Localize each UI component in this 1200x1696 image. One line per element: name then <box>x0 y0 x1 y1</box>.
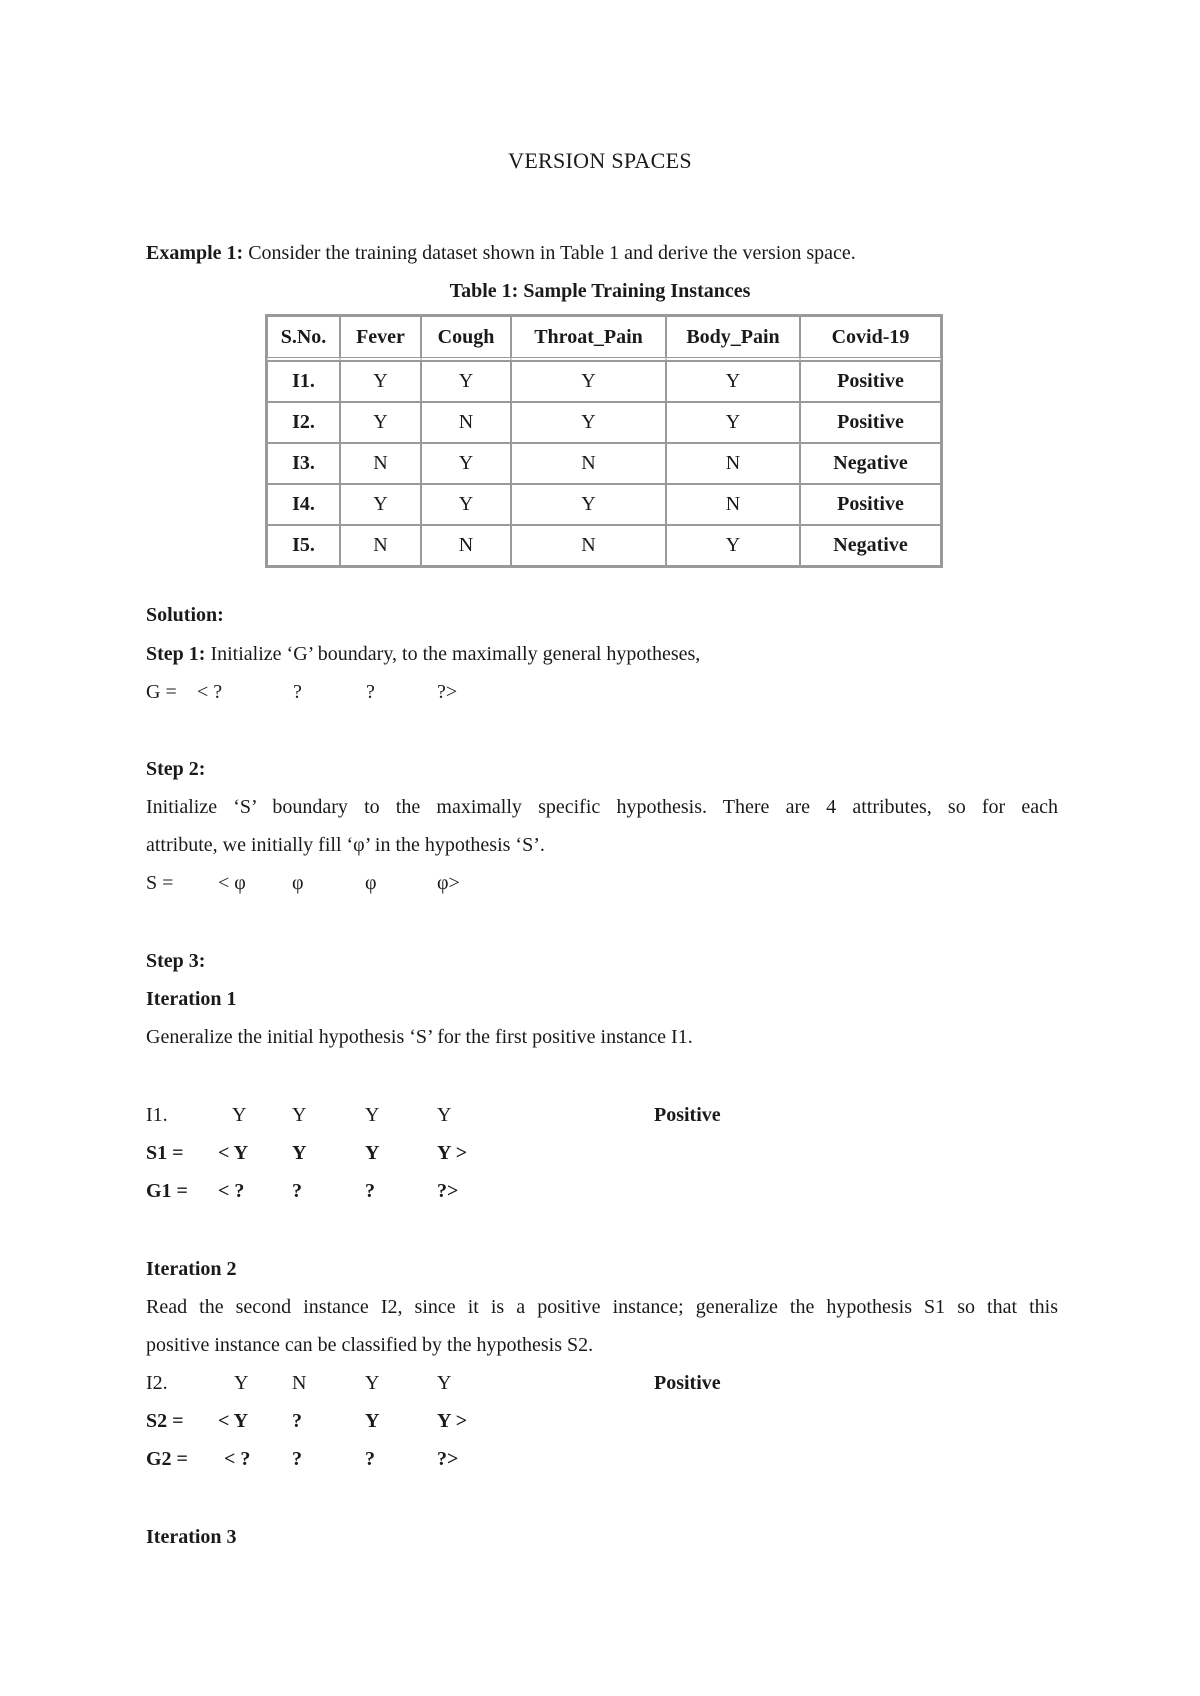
s-value: Y <box>365 1142 380 1164</box>
iteration2-heading <box>146 1258 237 1281</box>
instance-value: Y <box>234 1372 249 1394</box>
column-header: Cough <box>421 316 511 361</box>
iteration1-text: Generalize the initial hypothesis ‘S’ for the first positive instance I1. <box>146 1026 693 1048</box>
instance-value: Y <box>292 1104 307 1126</box>
table-cell: N <box>666 484 800 525</box>
step2-text-line1: Initialize ‘S’ boundary to the maximally specific hypothesis. There are 4 attributes, so for each <box>146 796 1058 818</box>
instance-class: Positive <box>654 1372 721 1394</box>
g-value: ?> <box>437 681 458 703</box>
s-value: ? <box>292 1410 302 1432</box>
step1-text: Initialize ‘G’ boundary, to the maximally general hypotheses, <box>205 643 701 665</box>
s-value: Y > <box>437 1142 468 1164</box>
g-value: ? <box>365 1180 375 1202</box>
g-label: G = <box>146 681 177 703</box>
example-intro <box>146 242 856 265</box>
s-value: < φ <box>218 872 246 894</box>
table-cell: N <box>421 525 511 566</box>
table-header-row <box>267 316 941 361</box>
training-table <box>265 314 943 568</box>
step1-label: Step 1: <box>146 643 206 665</box>
table-cell: I5. <box>267 525 340 566</box>
iteration1-heading <box>146 988 237 1011</box>
table-cell: I3. <box>267 443 340 484</box>
table-cell: Y <box>511 402 666 443</box>
table-cell: I2. <box>267 402 340 443</box>
instance-value: Y <box>437 1372 452 1394</box>
instance-value: Y <box>365 1372 380 1394</box>
instance-label: I2. <box>146 1372 168 1394</box>
g-value: ? <box>366 681 375 703</box>
solution-label: Solution: <box>146 604 224 626</box>
table-cell: I4. <box>267 484 340 525</box>
g-value: ?> <box>437 1448 459 1470</box>
table-cell: Y <box>421 484 511 525</box>
g-label: G2 = <box>146 1448 188 1470</box>
table-cell: N <box>421 402 511 443</box>
table-cell: Y <box>511 361 666 402</box>
g-value: ?> <box>437 1180 459 1202</box>
step3-heading <box>146 950 205 973</box>
table-cell: N <box>666 443 800 484</box>
iteration3-heading <box>146 1526 237 1549</box>
table-cell: Y <box>511 484 666 525</box>
instance-class: Positive <box>654 1104 721 1126</box>
table-cell: Y <box>340 402 421 443</box>
table-cell: N <box>511 525 666 566</box>
table-row <box>267 525 941 566</box>
table-cell: Y <box>340 361 421 402</box>
g-value: ? <box>365 1448 375 1470</box>
s-label: S1 = <box>146 1142 184 1164</box>
table-row <box>267 443 941 484</box>
column-header: Fever <box>340 316 421 361</box>
step2-heading <box>146 758 205 781</box>
instance-value: N <box>292 1372 307 1394</box>
s-value: Y <box>292 1142 307 1164</box>
iteration2-text-line2: positive instance can be classified by the hypothesis S2. <box>146 1334 594 1356</box>
s-label: S = <box>146 872 174 894</box>
instance-label: I1. <box>146 1104 168 1126</box>
g-value: ? <box>292 1448 302 1470</box>
column-header: Throat_Pain <box>511 316 666 361</box>
s-value: φ> <box>437 872 460 894</box>
g-value: < ? <box>218 1180 245 1202</box>
table-cell: Y <box>421 443 511 484</box>
iteration1-label: Iteration 1 <box>146 988 237 1010</box>
solution-heading <box>146 604 224 627</box>
g-label: G1 = <box>146 1180 188 1202</box>
g-value: ? <box>292 1180 302 1202</box>
table-cell: I1. <box>267 361 340 402</box>
iteration2-label: Iteration 2 <box>146 1258 237 1280</box>
g-value: < ? <box>197 681 223 703</box>
s-value: Y <box>365 1410 380 1432</box>
table-cell: Negative <box>800 443 941 484</box>
table-caption: Table 1: Sample Training Instances <box>449 280 751 302</box>
instance-value: Y <box>365 1104 380 1126</box>
table-cell: Y <box>666 361 800 402</box>
s-label: S2 = <box>146 1410 184 1432</box>
step2-text-line2: attribute, we initially fill ‘φ’ in the hypothesis ‘S’. <box>146 834 545 856</box>
table-cell: Positive <box>800 402 941 443</box>
instance-value: Y <box>437 1104 452 1126</box>
s-value: < Y <box>218 1410 249 1432</box>
table-cell: N <box>511 443 666 484</box>
s-value: φ <box>292 872 304 894</box>
column-header: Body_Pain <box>666 316 800 361</box>
iteration2-text-line1: Read the second instance I2, since it is a positive instance; generalize the hypothesis S1 so that this <box>146 1296 1058 1318</box>
example-label: Example 1: <box>146 242 244 264</box>
column-header: S.No. <box>267 316 340 361</box>
table-cell: Y <box>666 525 800 566</box>
table-cell: N <box>340 525 421 566</box>
step1-line <box>146 643 700 666</box>
example-text: Consider the training dataset shown in Table 1 and derive the version space. <box>243 242 856 264</box>
table-cell: Y <box>666 402 800 443</box>
step2-label: Step 2: <box>146 758 206 780</box>
column-header: Covid-19 <box>800 316 941 361</box>
s-value: Y > <box>437 1410 468 1432</box>
table-row <box>267 361 941 402</box>
g-value: ? <box>293 681 302 703</box>
table-cell: Y <box>421 361 511 402</box>
page-title: VERSION SPACES <box>508 148 692 173</box>
instance-value: Y <box>232 1104 247 1126</box>
table-cell: Positive <box>800 361 941 402</box>
iteration3-label: Iteration 3 <box>146 1526 237 1548</box>
step3-label: Step 3: <box>146 950 206 972</box>
g-value: < ? <box>224 1448 251 1470</box>
s-value: φ <box>365 872 377 894</box>
s-value: < Y <box>218 1142 249 1164</box>
table-cell: Y <box>340 484 421 525</box>
table-row <box>267 484 941 525</box>
table-cell: N <box>340 443 421 484</box>
table-row <box>267 402 941 443</box>
table-cell: Positive <box>800 484 941 525</box>
table-cell: Negative <box>800 525 941 566</box>
